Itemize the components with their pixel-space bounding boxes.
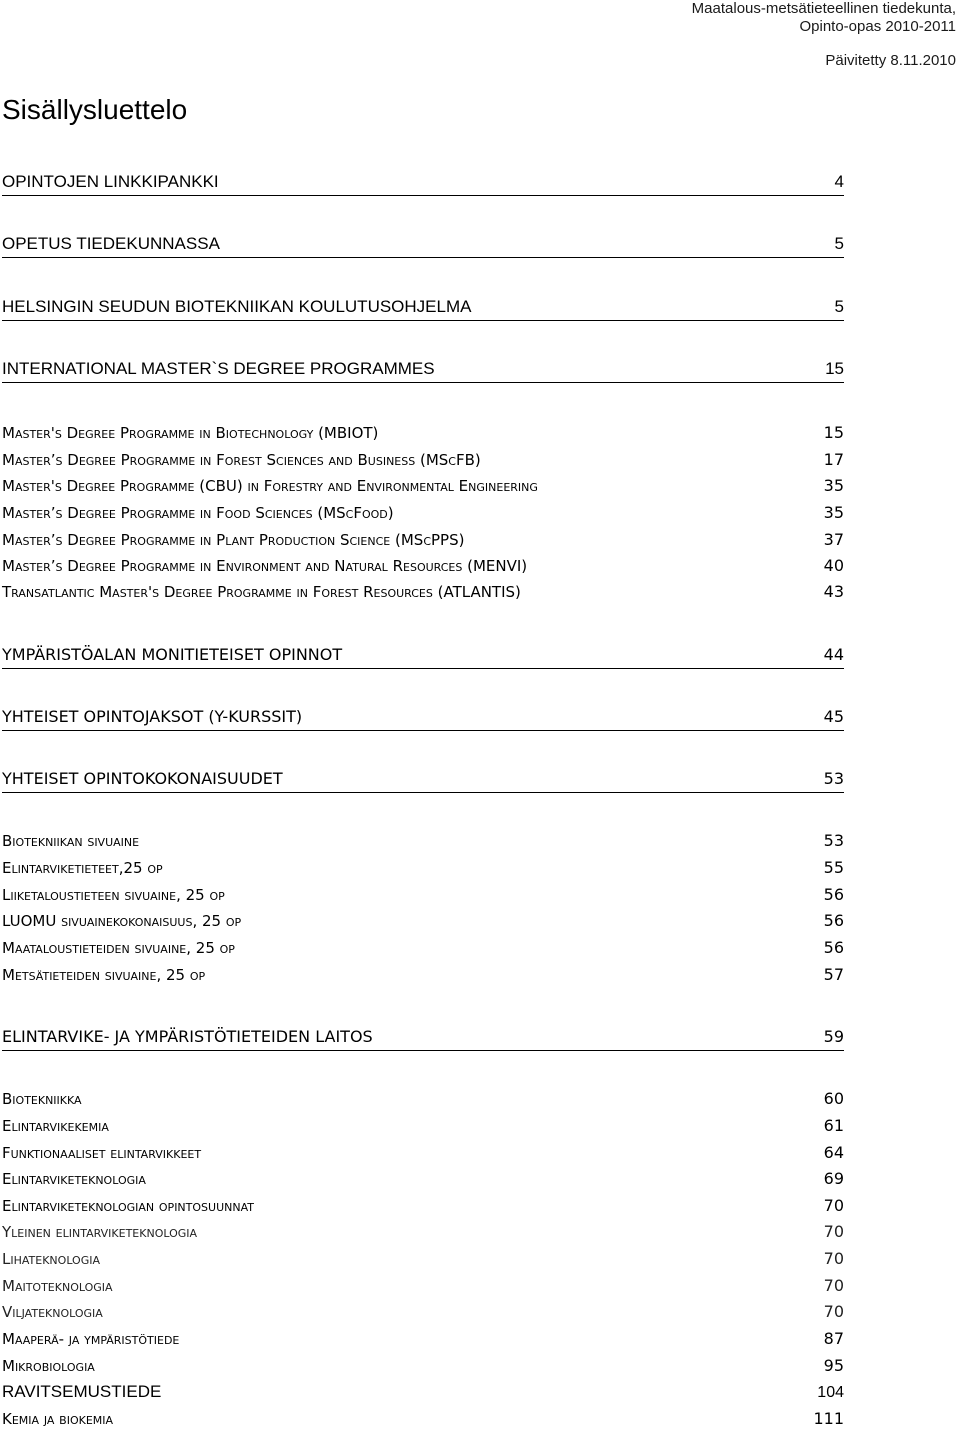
toc-entry-page: 15	[825, 359, 844, 378]
toc-entry-page: 35	[823, 476, 844, 495]
toc-entry[interactable]	[2, 1089, 844, 1113]
toc-entry[interactable]	[2, 582, 844, 606]
toc-entry[interactable]	[2, 503, 844, 527]
toc-entry[interactable]	[2, 1276, 844, 1300]
toc-entry-title: Funktionaaliset elintarvikkeet	[2, 1144, 202, 1162]
toc-entry-title: Lihateknologia	[2, 1250, 101, 1268]
toc-entry-page: 17	[823, 450, 844, 469]
toc-entry-page: 53	[823, 769, 844, 788]
toc-entry-title: Maataloustieteiden sivuaine, 25 op	[2, 939, 235, 957]
toc-entry-page: 40	[823, 556, 844, 575]
toc-entry-title: Master’s Degree Programme in Food Sciences (MScFood)	[2, 504, 394, 522]
toc-entry-page: 35	[823, 503, 844, 522]
toc-entry[interactable]	[2, 1409, 844, 1433]
toc-entry-page: 70	[823, 1249, 844, 1268]
toc-entry[interactable]	[2, 1169, 844, 1193]
toc-entry-title: Master's Degree Programme (CBU) in Forestry and Environmental Engineering	[2, 477, 538, 495]
toc-entry-page: 56	[823, 938, 844, 957]
toc-entry-title: Master’s Degree Programme in Plant Production Science (MScPPS)	[2, 531, 465, 549]
toc-entry-page: 70	[823, 1222, 844, 1241]
toc-entry-page: 111	[813, 1409, 844, 1428]
toc-entry-title: Maaperä- ja ympäristötiede	[2, 1330, 180, 1348]
toc-entry-title: Biotekniikan sivuaine	[2, 832, 140, 850]
toc-entry[interactable]	[2, 1143, 844, 1167]
toc-entry-page: 56	[823, 911, 844, 930]
toc-entry[interactable]	[2, 707, 844, 731]
toc-entry-page: 15	[823, 423, 844, 442]
toc-entry-title: Liiketaloustieteen sivuaine, 25 op	[2, 886, 225, 904]
toc-entry[interactable]	[2, 423, 844, 447]
toc-entry-page: 4	[834, 172, 844, 191]
toc-entry[interactable]	[2, 831, 844, 855]
toc-entry[interactable]	[2, 645, 844, 669]
toc-entry-title: RAVITSEMUSTIEDE	[2, 1382, 162, 1401]
toc-entry-page: 53	[823, 831, 844, 850]
toc-entry-page: 60	[823, 1089, 844, 1108]
toc-entry[interactable]	[2, 1302, 844, 1326]
toc-entry[interactable]	[2, 530, 844, 554]
toc-entry-title: Elintarvikekemia	[2, 1117, 109, 1135]
toc-entry-page: 57	[823, 965, 844, 984]
toc-entry[interactable]	[2, 911, 844, 935]
toc-entry-title: Maitoteknologia	[2, 1277, 113, 1295]
toc-entry-page: 43	[823, 582, 844, 601]
toc-entry-title: Metsätieteiden sivuaine, 25 op	[2, 966, 206, 984]
toc-entry-title: Elintarviketieteet,25 op	[2, 859, 163, 877]
toc-entry[interactable]	[2, 476, 844, 500]
toc-entry[interactable]	[2, 172, 844, 196]
document-header	[692, 0, 956, 36]
toc-entry-title: Master’s Degree Programme in Environment and Natural Resources (MENVI)	[2, 557, 528, 575]
toc-entry-page: 5	[834, 234, 844, 253]
toc-entry-page: 69	[823, 1169, 844, 1188]
toc-entry-page: 5	[834, 297, 844, 316]
toc-entry[interactable]	[2, 1249, 844, 1273]
toc-entry[interactable]	[2, 965, 844, 989]
toc-entry[interactable]	[2, 1222, 844, 1246]
toc-entry-title: Elintarviketeknologia	[2, 1170, 146, 1188]
toc-entry-page: 55	[823, 858, 844, 877]
toc-entry-title: Mikrobiologia	[2, 1357, 95, 1375]
toc-entry-title: OPETUS TIEDEKUNNASSA	[2, 234, 220, 253]
toc-entry-title: Master's Degree Programme in Biotechnology (MBIOT)	[2, 424, 379, 442]
toc-entry[interactable]	[2, 556, 844, 580]
toc-entry-page: 104	[817, 1384, 844, 1401]
toc-entry-title: Master’s Degree Programme in Forest Sciences and Business (MScFB)	[2, 451, 481, 469]
toc-entry[interactable]	[2, 1382, 844, 1406]
toc-entry-title: YMPÄRISTÖALAN MONITIETEISET OPINNOT	[2, 645, 343, 664]
toc-entry-page: 45	[823, 707, 844, 726]
toc-entry[interactable]	[2, 858, 844, 882]
toc-entry-page: 70	[823, 1276, 844, 1295]
toc-entry[interactable]	[2, 1356, 844, 1380]
faculty-name: Maatalous-metsätieteellinen tiedekunta,	[691, 0, 956, 17]
toc-entry-title: Elintarviketeknologian opintosuunnat	[2, 1197, 254, 1215]
toc-entry[interactable]	[2, 297, 844, 321]
updated-date: Päivitetty 8.11.2010	[825, 52, 956, 69]
toc-entry-title: INTERNATIONAL MASTER`S DEGREE PROGRAMMES	[2, 359, 435, 378]
toc-entry-page: 44	[823, 645, 844, 664]
toc-entry-page: 37	[823, 530, 844, 549]
toc-entry[interactable]	[2, 769, 844, 793]
toc-entry[interactable]	[2, 1329, 844, 1353]
page-title: Sisällysluettelo	[2, 94, 188, 125]
guide-name: Opinto-opas 2010-2011	[799, 18, 956, 35]
toc-entry-title: Yleinen elintarviketeknologia	[2, 1223, 198, 1241]
toc-entry-page: 95	[823, 1356, 844, 1375]
toc-entry-page: 61	[823, 1116, 844, 1135]
toc-entry-title: Viljateknologia	[2, 1303, 103, 1321]
toc-entry-page: 64	[823, 1143, 844, 1162]
toc-entry-title: LUOMU sivuainekokonaisuus, 25 op	[2, 912, 242, 930]
toc-entry-page: 70	[823, 1196, 844, 1215]
toc-entry-page: 87	[823, 1329, 844, 1348]
toc-entry-title: HELSINGIN SEUDUN BIOTEKNIIKAN KOULUTUSOHJELMA	[2, 297, 472, 316]
toc-entry-title: ELINTARVIKE- JA YMPÄRISTÖTIETEIDEN LAITOS	[2, 1027, 373, 1046]
toc-entry[interactable]	[2, 938, 844, 962]
toc-entry-title: YHTEISET OPINTOJAKSOT (Y-KURSSIT)	[2, 707, 303, 726]
toc-entry[interactable]	[2, 359, 844, 383]
toc-entry[interactable]	[2, 1027, 844, 1051]
toc-entry-title: Kemia ja biokemia	[2, 1410, 114, 1428]
toc-entry[interactable]	[2, 1116, 844, 1140]
toc-entry-title: YHTEISET OPINTOKOKONAISUUDET	[2, 769, 283, 788]
toc-entry[interactable]	[2, 885, 844, 909]
toc-entry-page: 56	[823, 885, 844, 904]
toc-entry-title: OPINTOJEN LINKKIPANKKI	[2, 172, 219, 191]
toc-entry-title: Transatlantic Master's Degree Programme in Forest Resources (ATLANTIS)	[2, 583, 521, 601]
toc-entry[interactable]	[2, 1196, 844, 1220]
toc-entry-page: 59	[823, 1027, 844, 1046]
toc-entry[interactable]	[2, 234, 844, 258]
toc-entry-title: Biotekniikka	[2, 1090, 82, 1108]
toc-entry-page: 70	[823, 1302, 844, 1321]
toc-entry[interactable]	[2, 450, 844, 474]
